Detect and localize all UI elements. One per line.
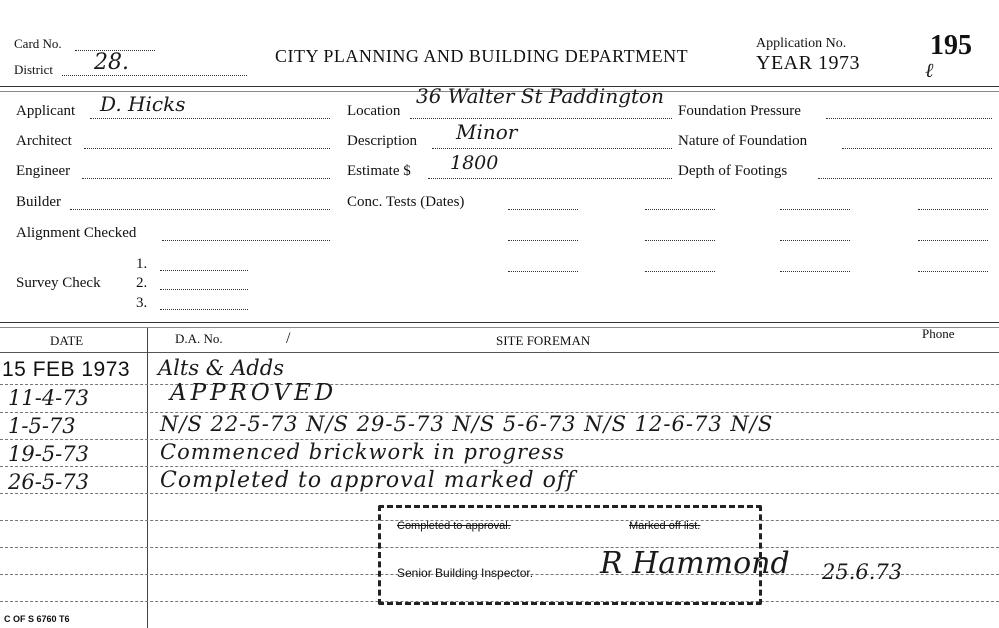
department-title: CITY PLANNING AND BUILDING DEPARTMENT (275, 46, 689, 66)
year-label: YEAR 1973 (756, 52, 860, 74)
log-row-date: 15 FEB 1973 (2, 358, 131, 381)
date-header: DATE (50, 333, 84, 348)
conc-line-2 (645, 209, 715, 210)
log-row-entry: Alts & Adds (158, 356, 284, 380)
table-top-rule (0, 322, 999, 323)
conc-line-3 (780, 209, 850, 210)
district-label: District (14, 62, 53, 77)
foundation-pressure-line (826, 118, 992, 119)
conc-line-10 (645, 271, 715, 272)
stamp-marked-label: Marked off list. (629, 520, 701, 532)
architect-line (84, 148, 330, 149)
applicant-value: D. Hicks (100, 92, 186, 116)
log-row-entry: Commenced brickwork in progress (160, 440, 566, 464)
phone-header: Phone (922, 326, 955, 341)
stamp-inspector-label: Senior Building Inspector. (397, 566, 534, 580)
nature-foundation-label: Nature of Foundation (678, 133, 808, 149)
applicant-label: Applicant (16, 103, 76, 119)
survey-check-label: Survey Check (16, 275, 101, 291)
engineer-line (82, 178, 330, 179)
survey-1-line (160, 270, 248, 271)
ruled-line (0, 466, 999, 467)
survey-3-line (160, 309, 248, 310)
conc-line-7 (780, 240, 850, 241)
log-row-entry: APPROVED (170, 380, 338, 406)
estimate-value: 1800 (450, 152, 499, 174)
application-no-label: Application No. (756, 36, 847, 51)
date-column-divider (147, 328, 148, 628)
depth-footings-label: Depth of Footings (678, 163, 788, 179)
engineer-label: Engineer (16, 163, 71, 179)
conc-line-11 (780, 271, 850, 272)
form-code: C OF S 6760 T6 (4, 614, 70, 624)
description-label: Description (347, 133, 417, 149)
stamp-completed-label: Completed to approval. (397, 520, 511, 532)
card-no-label: Card No. (14, 36, 62, 51)
alignment-label: Alignment Checked (16, 225, 137, 241)
log-row-entry: N/S 22-5-73 N/S 29-5-73 N/S 5-6-73 N/S 12-6-73 N/S (160, 412, 774, 436)
survey-3: 3. (136, 295, 148, 311)
builder-line (70, 209, 330, 210)
alignment-line (162, 240, 330, 241)
description-value: Minor (456, 120, 518, 144)
log-row-date: 11-4-73 (8, 386, 89, 410)
survey-1: 1. (136, 256, 148, 272)
conc-line-9 (508, 271, 578, 272)
table-top-rule-2 (0, 327, 999, 328)
conc-line-6 (645, 240, 715, 241)
foundation-pressure-label: Foundation Pressure (678, 103, 801, 119)
ruled-line (0, 384, 999, 385)
architect-label: Architect (16, 133, 72, 149)
survey-2-line (160, 289, 248, 290)
application-initials: ℓ (925, 58, 934, 82)
conc-line-4 (918, 209, 988, 210)
log-row-entry: Completed to approval marked off (160, 468, 576, 493)
log-row-date: 26-5-73 (8, 470, 89, 494)
applicant-line (90, 118, 330, 119)
conc-line-8 (918, 240, 988, 241)
ruled-line (0, 493, 999, 494)
district-value: 28. (94, 50, 129, 75)
conc-line-12 (918, 271, 988, 272)
table-header-rule (0, 352, 999, 353)
conc-line-5 (508, 240, 578, 241)
signed-date: 25.6.73 (822, 560, 903, 584)
log-row-date: 19-5-73 (8, 442, 89, 466)
da-no-header: D.A. No. (175, 331, 223, 346)
location-value: 36 Walter St Paddington (416, 84, 664, 108)
builder-label: Builder (16, 194, 61, 210)
log-row-date: 1-5-73 (8, 414, 76, 438)
conc-line-1 (508, 209, 578, 210)
depth-footings-line (818, 178, 992, 179)
conc-tests-label: Conc. Tests (Dates) (347, 194, 465, 210)
location-label: Location (347, 103, 401, 119)
description-line (432, 148, 672, 149)
survey-2: 2. (136, 275, 148, 291)
location-line (410, 118, 672, 119)
nature-foundation-line (842, 148, 992, 149)
application-number: 195 (930, 30, 972, 61)
estimate-line (428, 178, 672, 179)
inspector-signature: R Hammond (600, 546, 790, 581)
da-no-value: / (286, 330, 291, 347)
estimate-label: Estimate $ (347, 163, 411, 179)
district-line (62, 75, 247, 76)
site-foreman-header: SITE FOREMAN (496, 333, 591, 348)
